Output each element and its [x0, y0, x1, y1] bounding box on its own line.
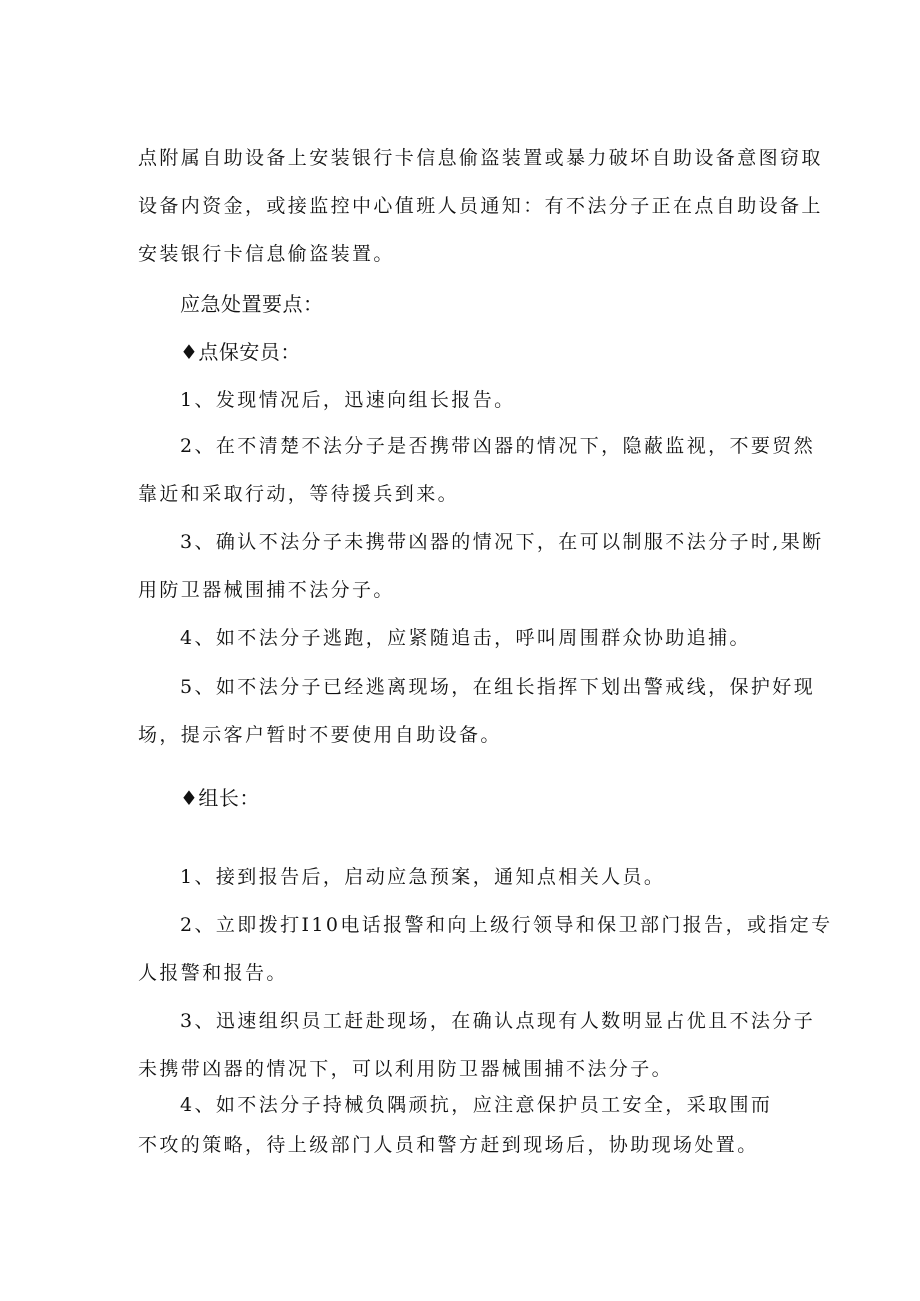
leader-item-2-cont: 人报警和报告。: [138, 962, 288, 984]
leader-item-4: 4、如不法分子持械负隅顽抗，应注意保护员工安全，采取围而: [180, 1094, 773, 1116]
guard-item-3-cont: 用防卫器械围捕不法分子。: [138, 579, 395, 601]
leader-item-2: 2、立即拨打I10电话报警和向上级行领导和保卫部门报告，或指定专: [180, 914, 833, 936]
leader-item-4-cont: 不攻的策略，待上级部门人员和警方赶到现场后，协助现场处置。: [138, 1134, 759, 1156]
leader-item-3: 3、迅速组织员工赶赴现场，在确认点现有人数明显占优且不法分子: [180, 1010, 816, 1032]
guard-item-4: 4、如不法分子逃跑，应紧随追击，呼叫周围群众协助追捕。: [180, 627, 751, 649]
intro-line-2: 设备内资金，或接监控中心值班人员通知：有不法分子正在点自助设备上: [138, 195, 823, 217]
guard-heading: ♦点保安员：: [180, 340, 301, 364]
intro-line-3: 安装银行卡信息偷盗装置。: [138, 243, 395, 265]
section-heading: 应急处置要点：: [180, 292, 324, 316]
intro-line-1: 点附属自助设备上安装银行卡信息偷盗装置或暴力破坏自助设备意图窃取: [138, 147, 823, 169]
guard-item-3: 3、确认不法分子未携带凶器的情况下，在可以制服不法分子时,果断: [180, 531, 824, 553]
leader-item-1: 1、接到报告后，启动应急预案，通知点相关人员。: [180, 866, 666, 888]
guard-item-2: 2、在不清楚不法分子是否携带凶器的情况下，隐蔽监视，不要贸然: [180, 435, 816, 457]
leader-item-3-cont: 未携带凶器的情况下，可以利用防卫器械围捕不法分子。: [138, 1058, 674, 1080]
leader-heading: ♦组长：: [180, 786, 260, 810]
guard-item-5-cont: 场，提示客户暂时不要使用自助设备。: [138, 724, 502, 746]
guard-item-1: 1、发现情况后，迅速向组长报告。: [180, 389, 516, 411]
guard-item-5: 5、如不法分子已经逃离现场，在组长指挥下划出警戒线，保护好现: [180, 676, 816, 698]
guard-item-2-cont: 靠近和采取行动，等待援兵到来。: [138, 483, 460, 505]
